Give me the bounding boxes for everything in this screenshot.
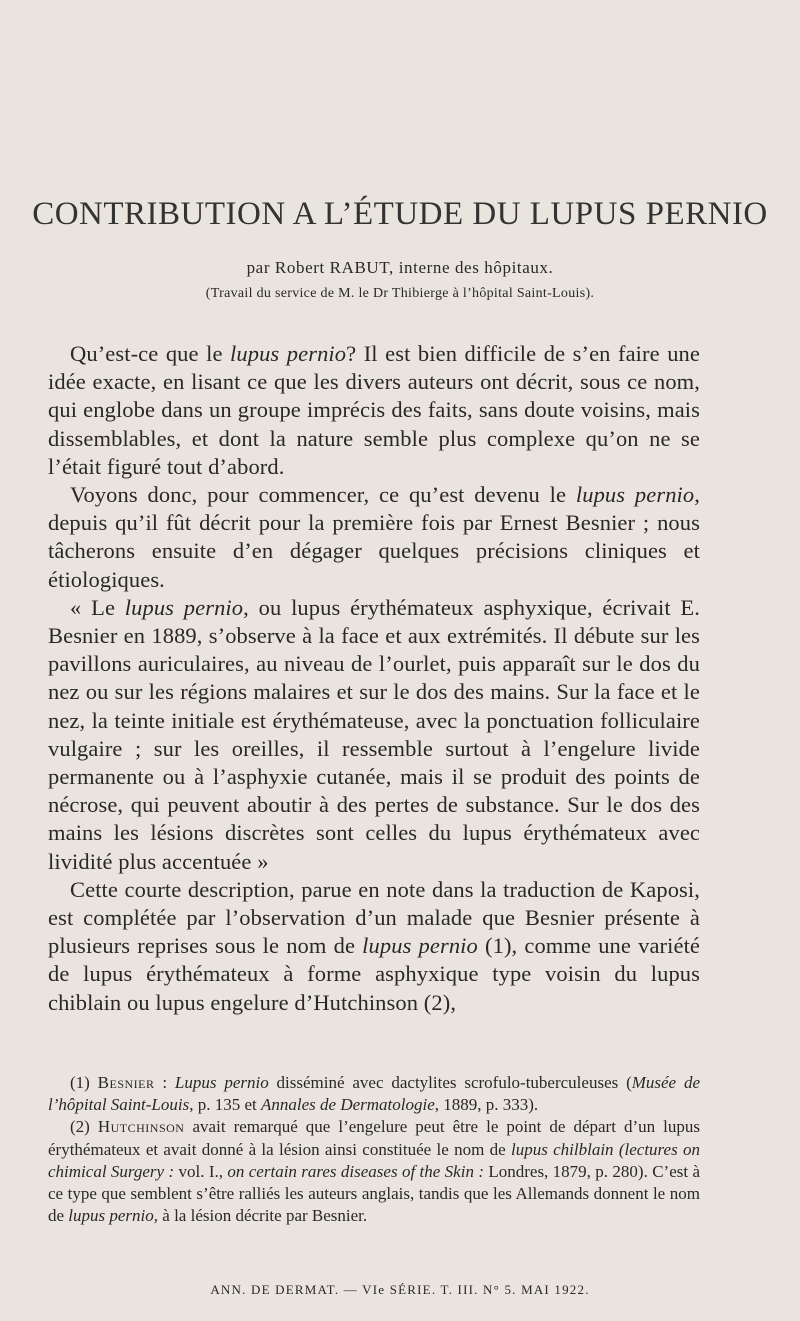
paragraph-4: Cette courte description, parue en note dans la traduction de Kaposi, est complétée par l’observation d’un malade que Besnier présente à plusieurs reprises sous le nom de lupus pernio (1), comme une variété de lupus érythémateux à forme asphyxique type voisin du lupus chiblain ou lupus engelure d’Hutchinson (2), [48, 876, 701, 1015]
footnotes [48, 1072, 700, 1227]
running-footer: ANN. DE DERMAT. — VIe SÉRIE. T. III. N° 5. MAI 1922. [210, 1282, 590, 1297]
affiliation-line: (Travail du service de M. le Dr Thibierge à l’hôpital Saint-Louis). [205, 286, 595, 301]
paragraph-2: Voyons donc, pour commencer, ce qu’est devenu le lupus pernio, depuis qu’il fût décrit pour la première fois par Ernest Besnier ; nous tâcherons ensuite d’en dégager quelques précisions cliniques et étiologiques. [48, 482, 700, 592]
paragraph-1: Qu’est-ce que le lupus pernio? Il est bien difficile de s’en faire une idée exacte, en lisant ce que les divers auteurs ont décrit, sous ce nom, qui englobe dans un groupe imprécis des faits, sans doute voisins, mais dissemblables, et dont la nature semble plus complexe qu’on ne se l’était figuré tout d’abord. [48, 341, 700, 479]
author-line: par Robert RABUT, interne des hôpitaux. [246, 258, 554, 277]
footnote-1: (1) Besnier : Lupus pernio disséminé avec dactylites scrofulo-tuberculeuses (Musée de l’hôpital Saint-Louis, p. 135 et Annales de Dermatologie, 1889, p. 333). [48, 1073, 700, 1115]
paragraph-3: « Le lupus pernio, ou lupus érythémateux asphyxique, écrivait E. Besnier en 1889, s’observe à la face et aux extrémités. Il débute sur les pavillons auriculaires, au niveau de l’ourlet, puis apparaît sur le dos du nez ou sur les régions malaires et sur le dos des mains. Sur la face et le nez, la teinte initiale est érythémateuse, avec la ponctuation folliculaire vulgaire ; sur les oreilles, il ressemble surtout à l’engelure livide permanente ou à l’asphyxie cutanée, mais il se produit des points de nécrose, qui peuvent aboutir à des pertes de substance. Sur le dos des mains les lésions discrètes sont celles du lupus érythémateux avec lividité plus accentuée » [48, 594, 700, 874]
article-title: CONTRIBUTION A L’ÉTUDE DU LUPUS PERNIO [32, 196, 768, 232]
article-body [48, 340, 700, 1017]
footnote-2: (2) Hutchinson avait remarqué que l’engelure peut être le point de départ d’un lupus érythémateux et avait donné à la lésion ainsi constituée le nom de lupus chilblain (lectures on chimical Surgery : vol. I., on certain rares diseases of the Skin : Londres, 1879, p. 280). C’est à ce type que semblent s’être ralliés les auteurs anglais, tandis que les Allemands donnent le nom de lupus pernio, à la lésion décrite par Besnier. [48, 1117, 701, 1226]
